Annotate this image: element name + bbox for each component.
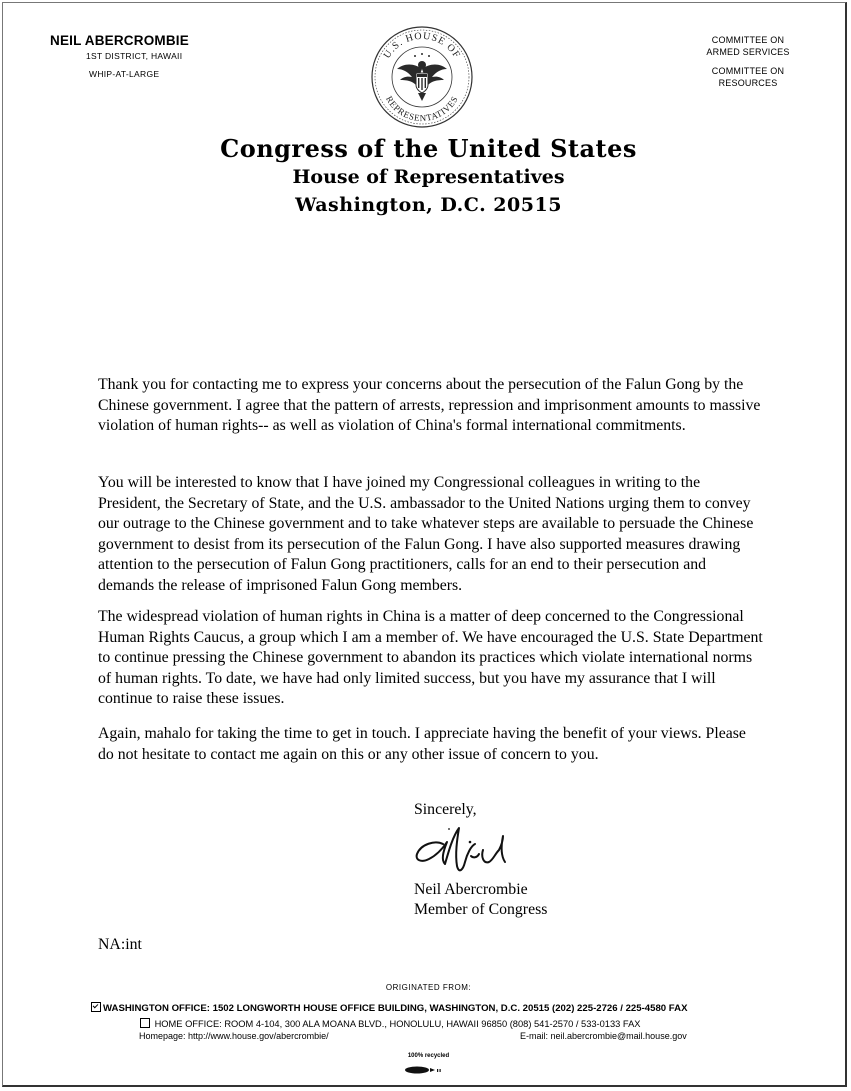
paragraph-text: Again, mahalo for taking the time to get in touch. I appreciate having the benefit of your views. Please do not hesitate to contact me again on this or any other issue of concern to you. (98, 725, 746, 763)
paragraph-text: Thank you for contacting me to express your concerns about the persecution of the Falun Gong by the Chinese government. I agree that the pattern of arrests, repression and imprisonment amounts to massive violation of human rights-- as well as violation of China's formal international commitments. (98, 376, 761, 434)
house-seal-icon (370, 25, 474, 129)
committee-armed-services (673, 34, 823, 58)
member-district: 1ST DISTRICT, HAWAII (86, 51, 183, 61)
paragraph-text: The widespread violation of human rights in China is a matter of deep concerned to the Congressional Human Rights Caucus, a group which I am a member of. We have encouraged the U.S. State Department to continue pressing the Chinese government to abandon its practices which violate international norms of human rights. To date, we have had only limited success, but you have my assurance that I will continue to raise these issues. (98, 608, 763, 707)
washington-office-text: WASHINGTON OFFICE: 1502 LONGWORTH HOUSE OFFICE BUILDING, WASHINGTON, D.C. 20515 (202) 225-2726 / 225-4580 FAX (103, 1003, 688, 1014)
signer-name: Neil Abercrombie (414, 881, 528, 898)
home-office-text: HOME OFFICE: ROOM 4-104, 300 ALA MOANA BLVD., HONOLULU, HAWAII 96850 (808) 541-2570 / 533-0133 FAX (154, 1019, 641, 1029)
checkbox-icon (140, 1018, 150, 1028)
washington-office (91, 1002, 687, 1014)
signature-image (413, 820, 513, 878)
svg-text:REPRESENTATIVES: REPRESENTATIVES (384, 94, 460, 124)
committee-resources (673, 65, 823, 89)
letter-paragraph (98, 607, 763, 710)
recycled-label: 100% recycled (407, 1053, 450, 1059)
paragraph-text: You will be interested to know that I have joined my Congressional colleagues in writing to the President, the Secretary of State, and the U.S. ambassador to the United Nations urging them to convey our outrage to the Chinese government and to take whatever steps are available to persuade the Chinese government to desist from its persecution of the Falun Gong. I have also supported measures drawing attention to the persecution of Falun Gong practitioners, calls for an end to their persecution and demands the release of imprisoned Falun Gong members. (98, 474, 754, 594)
recycle-icon (399, 1065, 445, 1075)
letter-paragraph (98, 375, 763, 437)
member-whip: WHIP-AT-LARGE (89, 69, 160, 79)
committee-label: COMMITTEE ON (711, 66, 785, 76)
city-title: Washington, D.C. 20515 (295, 194, 562, 216)
member-name: NEIL ABERCROMBIE (50, 33, 189, 48)
congress-title: Congress of the United States (220, 134, 637, 163)
svg-text:U.S. HOUSE OF: U.S. HOUSE OF (381, 30, 463, 61)
committee-name: ARMED SERVICES (706, 47, 790, 57)
salutation: Sincerely, (414, 801, 477, 818)
letter-paragraph (98, 473, 763, 596)
home-office (140, 1018, 640, 1029)
house-title: House of Representatives (292, 166, 565, 188)
typist-initials: NA:int (98, 936, 142, 953)
checked-box-icon (91, 1002, 101, 1012)
letter-page (2, 2, 847, 1087)
homepage-link[interactable]: Homepage: http://www.house.gov/abercrombie/ (139, 1031, 329, 1041)
committee-label: COMMITTEE ON (711, 35, 785, 45)
originated-from-label: ORIGINATED FROM: (385, 983, 472, 992)
committee-name: RESOURCES (718, 78, 778, 88)
signer-title: Member of Congress (414, 901, 548, 918)
email-link[interactable]: E-mail: neil.abercrombie@mail.house.gov (520, 1031, 687, 1041)
letter-paragraph (98, 724, 763, 765)
